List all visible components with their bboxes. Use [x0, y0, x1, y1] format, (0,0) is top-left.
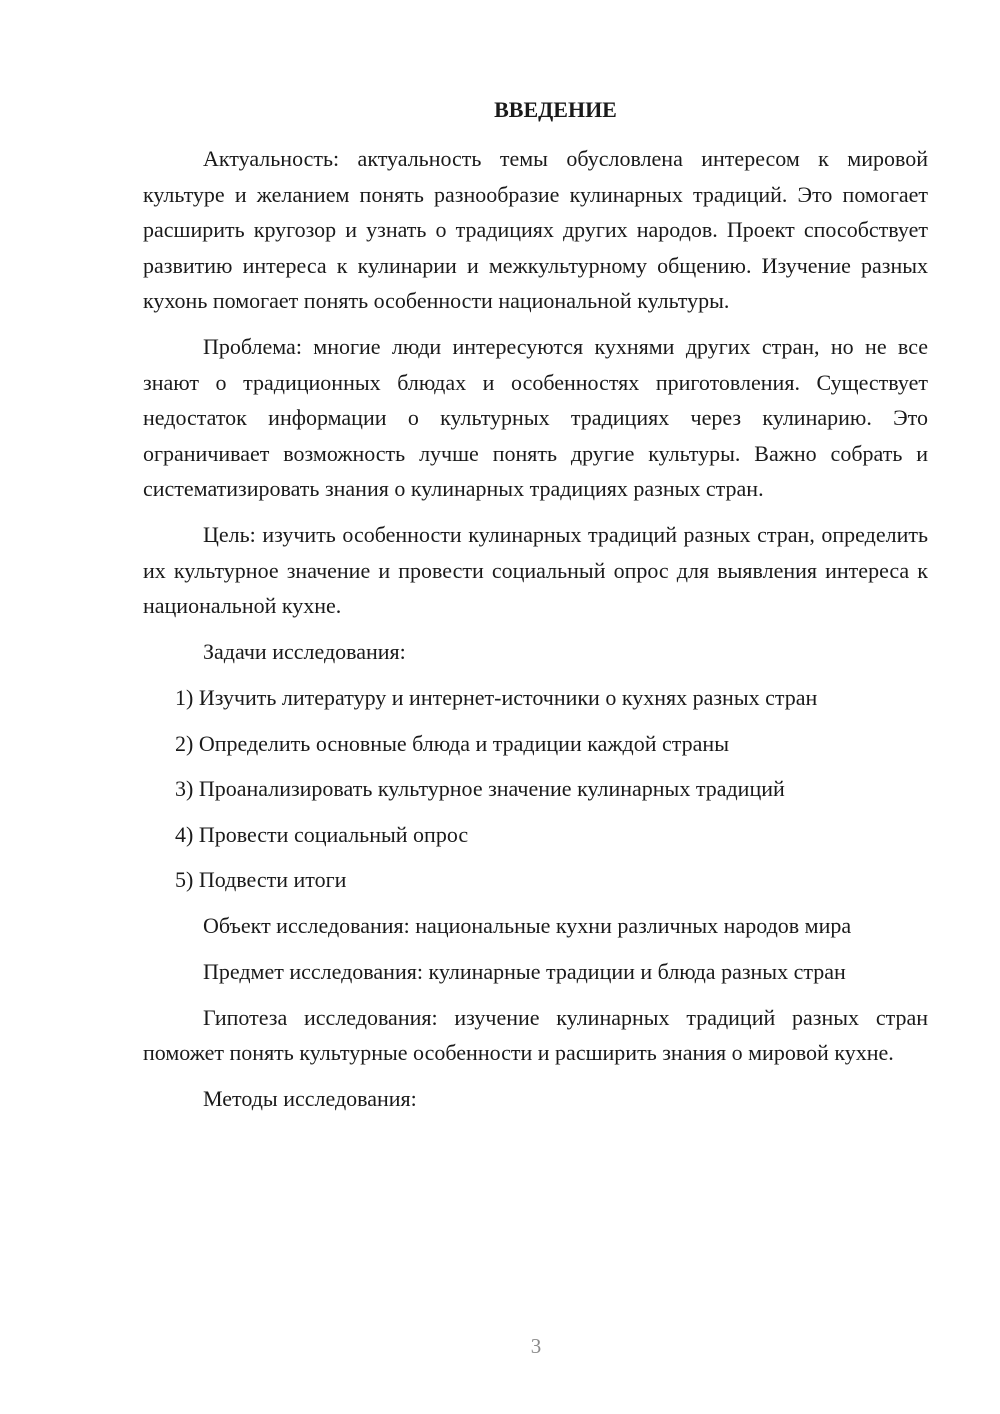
subject-paragraph: Предмет исследования: кулинарные традиции и блюда разных стран: [203, 958, 846, 984]
section-heading: ВВЕДЕНИЕ: [494, 97, 617, 122]
task-item: 3) Проанализировать культурное значение кулинарных традиций: [175, 776, 785, 801]
problem-paragraph: Проблема: многие люди интересуются кухнями других стран, но не все знают о традиционных блюдах и особенностях приготовления. Существует недостаток информации о культурных традициях через кулинарию. Это ограничивает возможность лучше понять другие культуры. Важно собрать и систематизировать знания о кулинарных традициях разных стран.: [143, 334, 928, 501]
methods-label: Методы исследования:: [203, 1086, 417, 1111]
page-content: [143, 92, 928, 1127]
relevance-paragraph: Актуальность: актуальность темы обусловлена интересом к мировой культуре и желанием понять разнообразие кулинарных традиций. Это помогает расширить кругозор и узнать о традициях других народов. Проект способствует развитию интереса к кулинарии и межкультурному общению. Изучение разных кухонь помогает понять особенности национальной культуры.: [143, 146, 928, 313]
object-paragraph: Объект исследования: национальные кухни различных народов мира: [203, 912, 852, 938]
task-item: 1) Изучить литературу и интернет-источники о кухнях разных стран: [175, 685, 818, 710]
tasks-label: Задачи исследования:: [203, 639, 406, 664]
task-item: 2) Определить основные блюда и традиции каждой страны: [175, 730, 729, 756]
task-item: 4) Провести социальный опрос: [175, 821, 469, 847]
page-number: 3: [530, 1334, 542, 1358]
tasks-list: [143, 680, 928, 898]
goal-paragraph: Цель: изучить особенности кулинарных традиций разных стран, определить их культурное значение и провести социальный опрос для выявления интереса к национальной кухне.: [143, 522, 928, 618]
task-item: 5) Подвести итоги: [175, 867, 347, 892]
hypothesis-paragraph: Гипотеза исследования: изучение кулинарных традиций разных стран поможет понять культурные особенности и расширить знания о мировой кухне.: [143, 1004, 928, 1065]
